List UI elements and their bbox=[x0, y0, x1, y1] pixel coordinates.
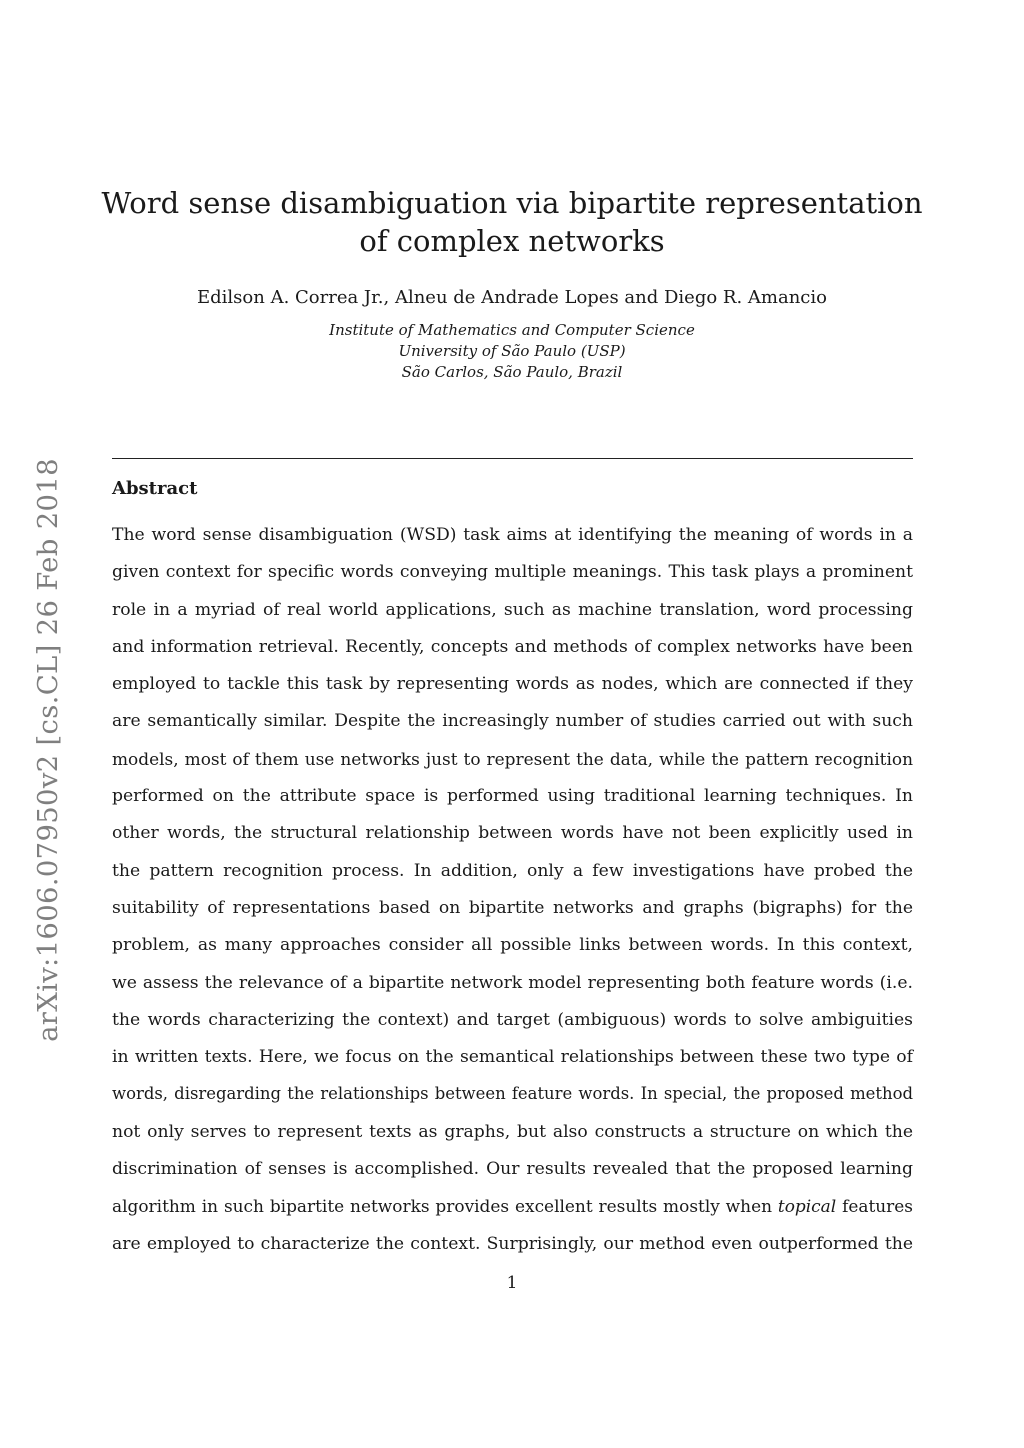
abstract-line: are employed to characterize the context. Surprisingly, our method even outperformed the bbox=[112, 1233, 913, 1254]
abstract-line: are semantically similar. Despite the increasingly number of studies carried out with such bbox=[112, 711, 913, 732]
horizontal-rule bbox=[112, 458, 913, 459]
abstract-line: The word sense disambiguation (WSD) task aims at identifying the meaning of words in a bbox=[112, 525, 913, 545]
abstract-line: role in a myriad of real world applications, such as machine translation, word processing bbox=[112, 599, 913, 620]
abstract-line: suitability of representations based on bipartite networks and graphs (bigraphs) for the bbox=[112, 897, 913, 918]
abstract-line: problem, as many approaches consider all possible links between words. In this context, bbox=[112, 935, 913, 956]
abstract-text: features bbox=[842, 1196, 913, 1217]
author-list: Edilson A. Correa Jr., Alneu de Andrade Lopes and Diego R. Amancio bbox=[197, 287, 827, 308]
abstract-line: the pattern recognition process. In addition, only a few investigations have probed the bbox=[112, 860, 913, 881]
affiliation-university: University of São Paulo (USP) bbox=[398, 342, 626, 360]
page-number: 1 bbox=[506, 1273, 518, 1293]
abstract-line: performed on the attribute space is performed using traditional learning techniques. In bbox=[112, 786, 913, 807]
abstract-line: given context for specific words conveying multiple meanings. This task plays a prominent bbox=[112, 562, 913, 583]
abstract-line: in written texts. Here, we focus on the semantical relationships between these two type of bbox=[112, 1047, 913, 1068]
abstract-line-with-emphasis bbox=[112, 1191, 913, 1228]
abstract-line: not only serves to represent texts as graphs, but also constructs a structure on which the bbox=[112, 1121, 913, 1142]
abstract-line: and information retrieval. Recently, concepts and methods of complex networks have been bbox=[112, 636, 913, 657]
abstract-text: algorithm in such bipartite networks provides excellent results mostly when bbox=[112, 1196, 773, 1217]
emphasized-term: topical bbox=[777, 1196, 837, 1217]
abstract-heading: Abstract bbox=[112, 478, 198, 499]
abstract-line: discrimination of senses is accomplished. Our results revealed that the proposed learning bbox=[112, 1159, 913, 1180]
abstract-line: words, disregarding the relationships between feature words. In special, the proposed method bbox=[112, 1084, 913, 1104]
paper-title: Word sense disambiguation via bipartite representation of complex networks bbox=[101, 186, 923, 258]
abstract-line: models, most of them use networks just to represent the data, while the pattern recognition bbox=[112, 748, 913, 769]
abstract-body bbox=[112, 520, 913, 1266]
abstract-line: we assess the relevance of a bipartite network model representing both feature words (i.e. bbox=[112, 972, 913, 993]
affiliation-location: São Carlos, São Paulo, Brazil bbox=[401, 363, 623, 381]
abstract-line: other words, the structural relationship between words have not been explicitly used in bbox=[112, 823, 913, 844]
affiliation-institute: Institute of Mathematics and Computer Science bbox=[329, 321, 695, 339]
arxiv-identifier: arXiv:1606.07950v2 [cs.CL] 26 Feb 2018 bbox=[32, 458, 64, 1042]
abstract-line: employed to tackle this task by representing words as nodes, which are connected if they bbox=[112, 674, 913, 695]
abstract-line: the words characterizing the context) and target (ambiguous) words to solve ambiguities bbox=[112, 1009, 913, 1030]
